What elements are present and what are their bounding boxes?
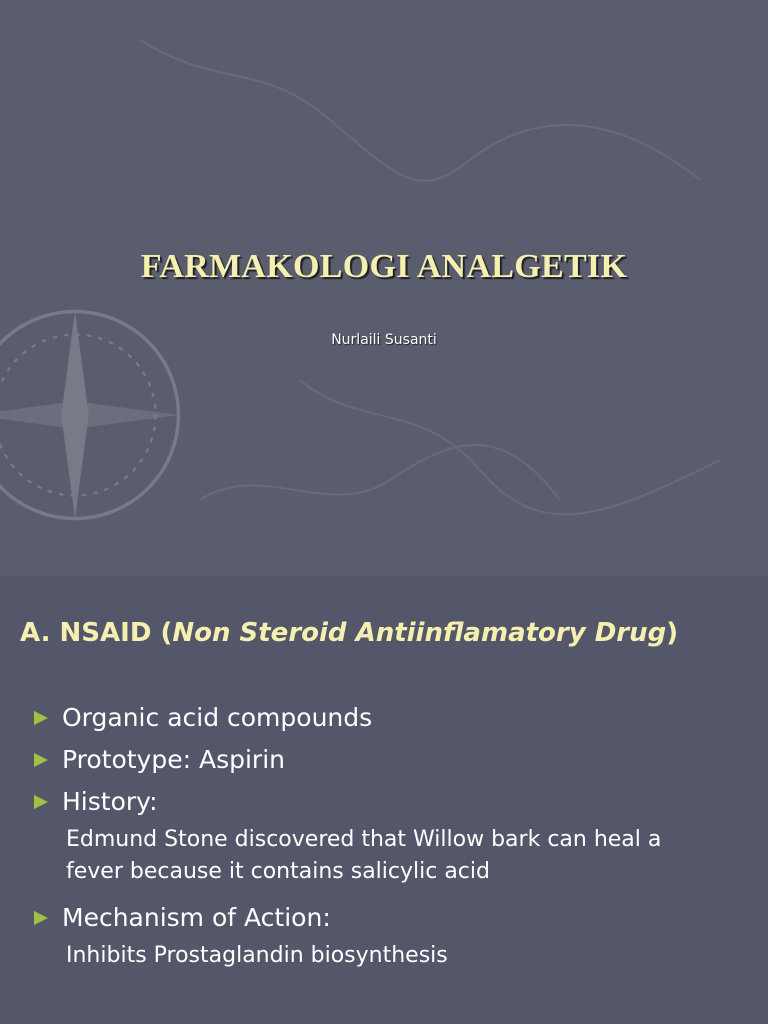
triangle-right-icon (34, 911, 48, 925)
bullet-item (34, 896, 754, 938)
bullet-text: History: (62, 786, 158, 816)
slide-title: FARMAKOLOGI ANALGETIK (140, 248, 628, 285)
bullet-item (34, 738, 754, 780)
bullet-text: Organic acid compounds (62, 702, 373, 732)
bullet-text: Prototype: Aspirin (62, 744, 285, 774)
bullet-list (34, 696, 754, 980)
bullet-item (34, 780, 754, 822)
bullet-detail: Edmund Stone discovered that Willow bark can heal a fever because it contains salicylic acid (66, 827, 662, 884)
content-slide (0, 576, 768, 1024)
bullet-item (34, 696, 754, 738)
bullet-text: Mechanism of Action: (62, 902, 331, 932)
heading-suffix: ) (666, 618, 679, 648)
triangle-right-icon (34, 711, 48, 725)
heading-italic: Non Steroid Antiinflamatory Drug (172, 618, 667, 648)
section-heading (20, 618, 678, 648)
slide-author: Nurlaili Susanti (331, 332, 437, 348)
bullet-detail: Inhibits Prostaglandin biosynthesis (66, 943, 448, 968)
heading-prefix: A. NSAID ( (20, 618, 173, 648)
triangle-right-icon (34, 753, 48, 767)
triangle-right-icon (34, 795, 48, 809)
